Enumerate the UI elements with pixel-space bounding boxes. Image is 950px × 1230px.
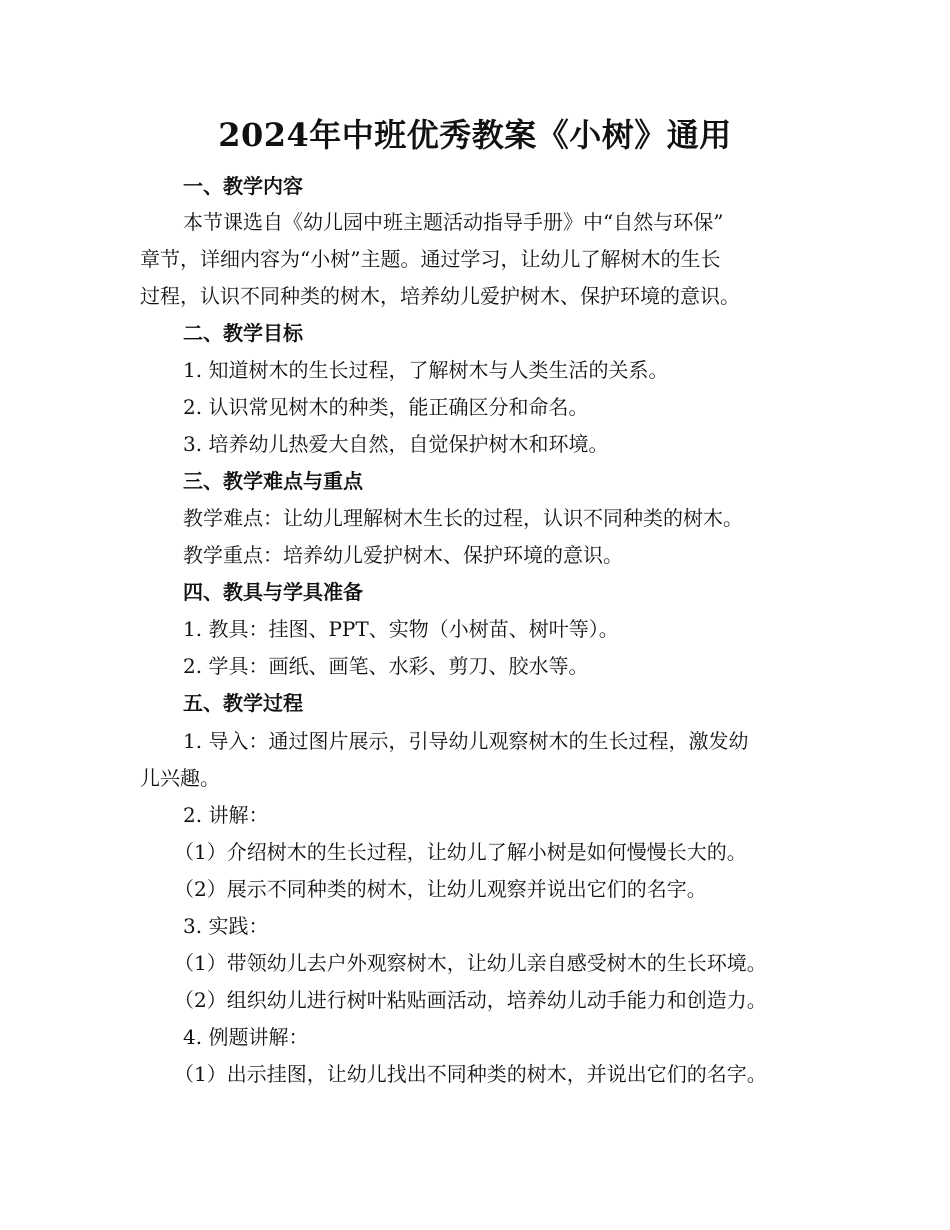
paragraph-line: 章节，详细内容为“小树”主题。通过学习，让幼儿了解树木的生长 <box>140 247 721 271</box>
section-heading-content: 一、教学内容 <box>183 174 303 198</box>
list-item: 2. 讲解： <box>183 803 269 827</box>
paragraph-line: 教学难点：让幼儿理解树木生长的过程，认识不同种类的树木。 <box>183 506 743 530</box>
section-heading-process: 五、教学过程 <box>183 691 303 715</box>
list-item: 1. 教具：挂图、PPT、实物（小树苗、树叶等）。 <box>183 617 619 641</box>
list-item: 2. 学具：画纸、画笔、水彩、剪刀、胶水等。 <box>183 654 589 678</box>
sub-list-item: （2）展示不同种类的树木，让幼儿观察并说出它们的名字。 <box>174 877 707 901</box>
sub-list-item: （1）介绍树木的生长过程，让幼儿了解小树是如何慢慢长大的。 <box>174 840 747 864</box>
section-heading-materials: 四、教具与学具准备 <box>183 580 363 604</box>
list-item: 1. 知道树木的生长过程，了解树木与人类生活的关系。 <box>183 358 669 382</box>
list-item: 4. 例题讲解： <box>183 1025 309 1049</box>
list-item: 2. 认识常见树木的种类，能正确区分和命名。 <box>183 395 589 419</box>
list-item: 3. 实践： <box>183 914 269 938</box>
sub-list-item: （1）带领幼儿去户外观察树木，让幼儿亲自感受树木的生长环境。 <box>174 951 767 975</box>
paragraph-line: 过程，认识不同种类的树木，培养幼儿爱护树木、保护环境的意识。 <box>140 284 740 308</box>
paragraph-line: 教学重点：培养幼儿爱护树木、保护环境的意识。 <box>183 543 623 567</box>
section-heading-difficulties: 三、教学难点与重点 <box>183 469 363 493</box>
list-item: 1. 导入：通过图片展示，引导幼儿观察树木的生长过程，激发幼 <box>183 729 749 753</box>
paragraph-line: 本节课选自《幼儿园中班主题活动指导手册》中“自然与环保” <box>183 210 724 234</box>
list-item: 3. 培养幼儿热爱大自然，自觉保护树木和环境。 <box>183 432 609 456</box>
section-heading-goals: 二、教学目标 <box>183 321 303 345</box>
sub-list-item: （2）组织幼儿进行树叶粘贴画活动，培养幼儿动手能力和创造力。 <box>174 988 767 1012</box>
paragraph-line: 儿兴趣。 <box>140 766 220 790</box>
sub-list-item: （1）出示挂图，让幼儿找出不同种类的树木，并说出它们的名字。 <box>174 1062 767 1086</box>
document-title: 2024年中班优秀教案《小树》通用 <box>218 116 732 154</box>
